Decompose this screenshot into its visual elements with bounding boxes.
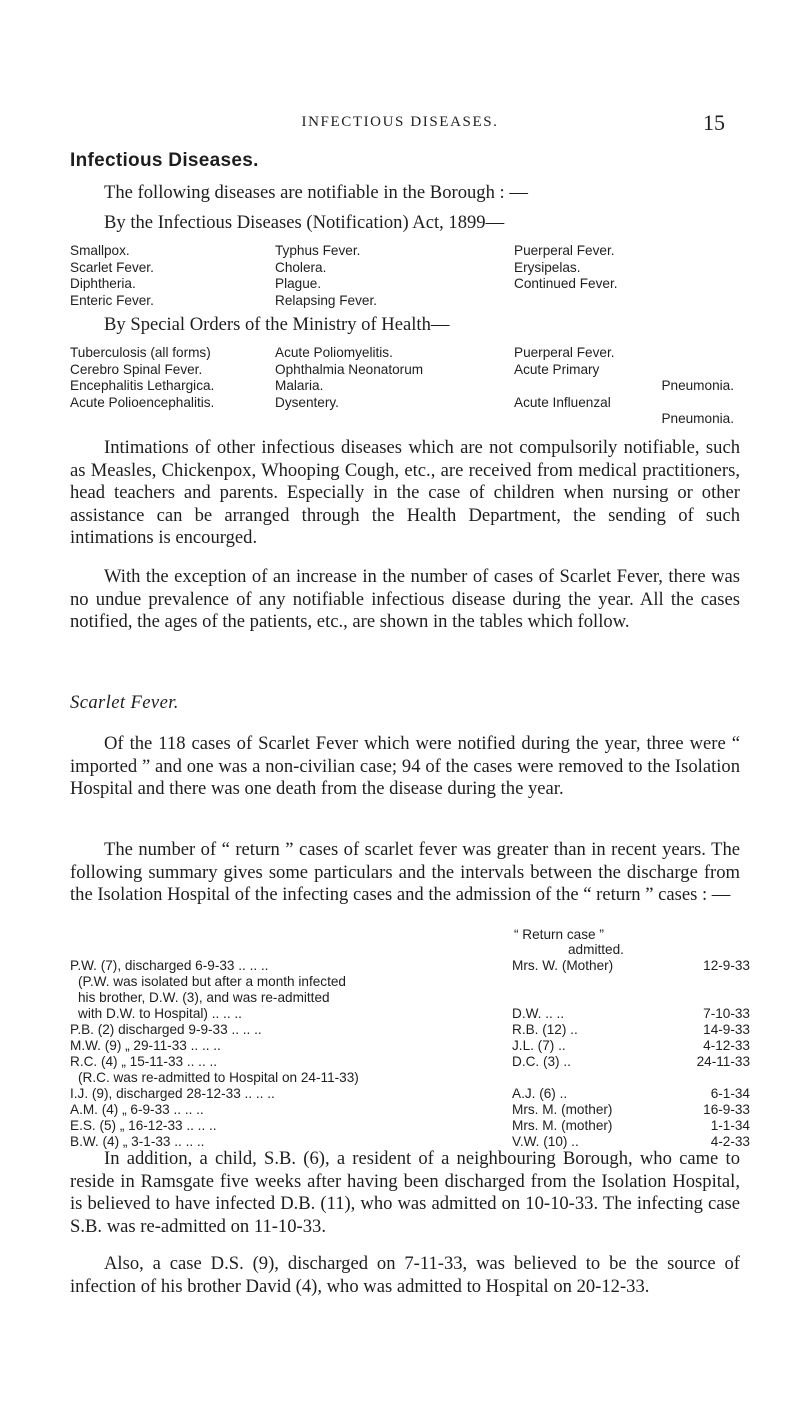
intro-paragraph: The following diseases are notifiable in the Borough : — xyxy=(104,182,528,203)
disease-item: Acute Polioencephalitis. xyxy=(70,394,215,410)
infecting-case: E.S. (5) „ 16-12-33 .. .. .. xyxy=(70,1118,217,1133)
infecting-case: B.W. (4) „ 3-1-33 .. .. .. xyxy=(70,1134,205,1149)
infecting-case: with D.W. to Hospital) .. .. .. xyxy=(78,1006,242,1021)
table-note-row xyxy=(70,974,750,990)
order-disease-column-2 xyxy=(275,345,423,411)
disease-item: Cholera. xyxy=(275,259,327,275)
section-heading: Infectious Diseases. xyxy=(70,150,259,171)
column-heading-line-1: “ Return case ” xyxy=(514,927,604,942)
disease-item: Typhus Fever. xyxy=(275,243,361,258)
return-case: Mrs. W. (Mother) xyxy=(512,958,614,973)
act-disease-column-1 xyxy=(70,243,154,309)
disease-item: Acute Primary xyxy=(514,361,600,377)
return-admitted-date: 24-11-33 xyxy=(696,1054,750,1069)
order-disease-column-1 xyxy=(70,345,214,411)
case-note: (P.W. was isolated but after a month infected xyxy=(78,974,346,989)
return-case: Mrs. M. (mother) xyxy=(512,1118,613,1133)
table-row xyxy=(70,1054,750,1070)
infecting-case: R.C. (4) „ 15-11-33 .. .. .. xyxy=(70,1054,218,1069)
disease-item: Malaria. xyxy=(275,378,324,393)
return-case: Mrs. M. (mother) xyxy=(512,1102,613,1117)
disease-item: Cerebro Spinal Fever. xyxy=(70,361,203,377)
column-heading-line-2: admitted. xyxy=(568,942,624,957)
disease-item: Continued Fever. xyxy=(514,276,618,291)
disease-item: Ophthalmia Neonatorum xyxy=(275,361,424,377)
infecting-case: P.W. (7), discharged 6-9-33 .. .. .. xyxy=(70,958,269,973)
table-row xyxy=(70,1022,750,1038)
addition-paragraph: In addition, a child, S.B. (6), a resident of a neighbouring Borough, who came to reside in Ramsgate five weeks after having been discharged from the Isolation Hospital, is believed to have infected D.B. (11), who was admitted on 10-10-33. The infecting case S.B. was re-admitted on 11-10-33. xyxy=(70,1148,740,1237)
disease-item: Enteric Fever. xyxy=(70,292,154,308)
return-case: D.W. .. .. xyxy=(512,1006,565,1021)
infecting-case: M.W. (9) „ 29-11-33 .. .. .. xyxy=(70,1038,221,1053)
return-case: R.B. (12) .. xyxy=(512,1022,578,1037)
disease-item: Plague. xyxy=(275,276,322,291)
act-disease-list xyxy=(70,243,750,313)
disease-item: Pneumonia. xyxy=(661,411,734,426)
act-disease-column-3 xyxy=(514,243,618,293)
return-admitted-date: 6-1-34 xyxy=(710,1086,750,1101)
disease-item: Scarlet Fever. xyxy=(70,259,154,275)
return-case: J.L. (7) .. xyxy=(512,1038,566,1053)
disease-item: Erysipelas. xyxy=(514,259,581,275)
act-disease-column-2 xyxy=(275,243,377,309)
return-case: D.C. (3) .. xyxy=(512,1054,571,1069)
return-case: A.J. (6) .. xyxy=(512,1086,568,1101)
scarlet-fever-paragraph: Of the 118 cases of Scarlet Fever which were notified during the year, three were “ imported ” and one was a non-civilian case; 94 of the cases were removed to the Isolation Hospital and there was one death from the disease during the year. xyxy=(70,733,740,799)
running-head xyxy=(0,108,800,138)
table-row xyxy=(70,1102,750,1118)
disease-item: Acute Influenzal xyxy=(514,394,611,410)
table-note-row xyxy=(70,990,750,1006)
orders-line: By Special Orders of the Ministry of Health— xyxy=(104,314,450,335)
table-row xyxy=(70,1006,750,1022)
disease-item: Tuberculosis (all forms) xyxy=(70,345,211,360)
disease-item: Encephalitis Lethargica. xyxy=(70,378,215,393)
table-note-row xyxy=(70,1070,750,1086)
also-paragraph: Also, a case D.S. (9), discharged on 7-11-33, was believed to be the source of infection of his brother David (4), who was admitted to Hospital on 20-12-33. xyxy=(70,1253,740,1297)
table-row xyxy=(70,1038,750,1054)
return-admitted-date: 4-12-33 xyxy=(703,1038,750,1053)
act-line: By the Infectious Diseases (Notification) Act, 1899— xyxy=(104,212,505,233)
disease-item: Puerperal Fever. xyxy=(514,345,615,360)
return-admitted-date: 14-9-33 xyxy=(703,1022,750,1037)
return-admitted-date: 16-9-33 xyxy=(703,1102,750,1117)
order-disease-list xyxy=(70,345,750,435)
return-admitted-date: 7-10-33 xyxy=(703,1006,750,1021)
infecting-case: I.J. (9), discharged 28-12-33 .. .. .. xyxy=(70,1086,275,1101)
disease-item: Dysentery. xyxy=(275,394,339,410)
return-admitted-date: 4-2-33 xyxy=(710,1134,750,1149)
running-title: INFECTIOUS DISEASES. xyxy=(301,114,499,130)
case-note: (R.C. was re-admitted to Hospital on 24-11-33) xyxy=(78,1070,359,1085)
disease-item: Puerperal Fever. xyxy=(514,243,615,258)
return-admitted-date: 1-1-34 xyxy=(710,1118,750,1133)
order-disease-column-3 xyxy=(514,345,734,428)
table-row xyxy=(70,958,750,974)
return-cases-paragraph: The number of “ return ” cases of scarlet fever was greater than in recent years. The following summary gives some particulars and the intervals between the discharge from the Isolation Hospital of the infecting cases and the admission of the “ return ” cases : — xyxy=(70,839,740,905)
exception-paragraph: With the exception of an increase in the number of cases of Scarlet Fever, there was no undue prevalence of any notifiable infectious disease during the year. All the cases notified, the ages of the patients, etc., are shown in the tables which follow. xyxy=(70,566,740,632)
return-admitted-date: 12-9-33 xyxy=(703,958,750,973)
disease-item: Acute Poliomyelitis. xyxy=(275,345,393,360)
infecting-case: A.M. (4) „ 6-9-33 .. .. .. xyxy=(70,1102,204,1117)
disease-item: Diphtheria. xyxy=(70,276,136,291)
scarlet-fever-subheading: Scarlet Fever. xyxy=(70,692,179,713)
case-note: his brother, D.W. (3), and was re-admitted xyxy=(78,990,330,1005)
intimations-paragraph: Intimations of other infectious diseases which are not compulsorily notifiable, such as Measles, Chickenpox, Whooping Cough, etc., are received from medical practitioners, head teachers and parents. Especially in the case of children when nursing or other assistance can be arranged through the Health Department, the sending of such intimations is encourged. xyxy=(70,437,740,548)
table-row xyxy=(70,1086,750,1102)
disease-item: Pneumonia. xyxy=(661,378,734,393)
disease-item: Smallpox. xyxy=(70,243,130,258)
page-number: 15 xyxy=(703,110,725,135)
table-row xyxy=(70,1118,750,1134)
return-case: V.W. (10) .. xyxy=(512,1134,579,1149)
disease-item: Relapsing Fever. xyxy=(275,292,378,308)
infecting-case: P.B. (2) discharged 9-9-33 .. .. .. xyxy=(70,1022,262,1037)
